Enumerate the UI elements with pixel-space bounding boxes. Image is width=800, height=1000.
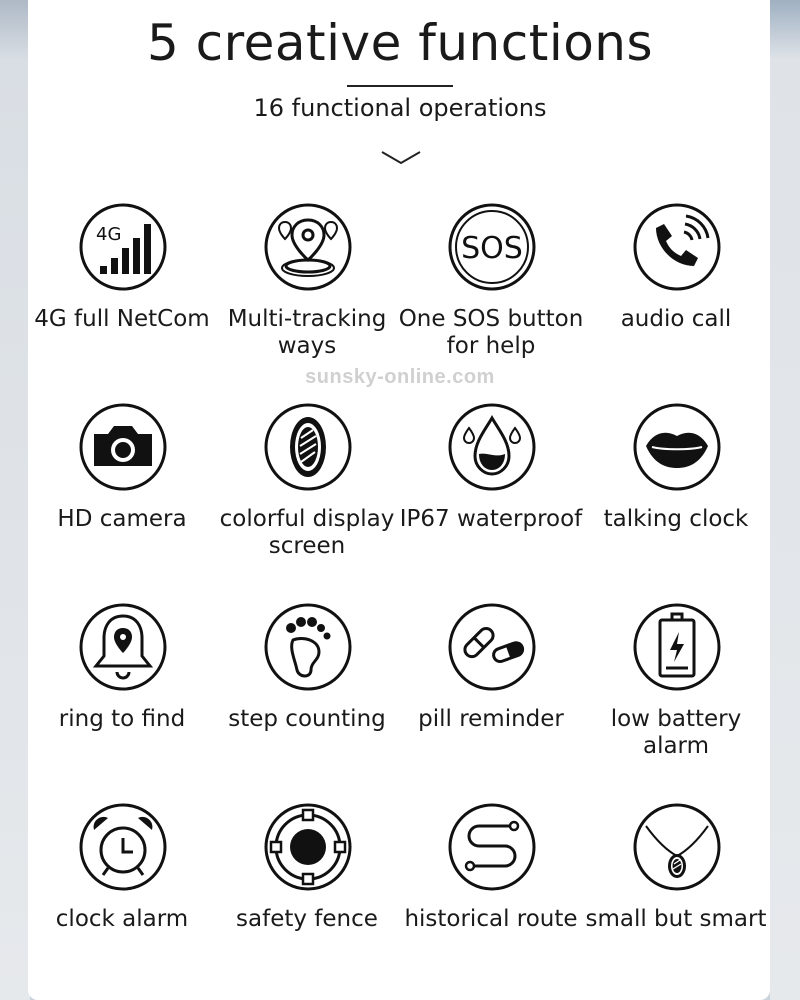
lips-icon [632,402,722,492]
feature-label: IP67 waterproof [399,506,583,532]
phone-call-icon [632,202,722,292]
badge-sos: SOS [461,231,523,266]
fence-target-icon [263,802,353,892]
feature-label: pill reminder [418,706,564,732]
battery-icon [632,602,722,692]
feature-label: step counting [228,706,386,732]
watermark: sunsky-online.com [305,366,495,388]
feature-label: clock alarm [55,906,189,932]
feature-label: 4G full NetCom [34,306,210,332]
page-subtitle: 16 functional operations [253,94,547,122]
badge-4g: 4G [96,224,122,245]
feature-label: audio call [620,306,732,332]
feature-label: colorful display screen [219,506,395,559]
background-right [770,0,800,1000]
alarm-clock-icon [78,802,168,892]
feature-label: low battery alarm [610,706,742,759]
page-title: 5 creative functions [146,14,654,72]
bell-icon [78,602,168,692]
feature-label: One SOS button for help [398,306,584,359]
title-divider [347,85,453,87]
feature-label: safety fence [236,906,378,932]
feature-label: HD camera [57,506,187,532]
feature-label: Multi-tracking ways [227,306,387,359]
water-drop-icon [447,402,537,492]
display-screen-icon [263,402,353,492]
pendant-icon [632,802,722,892]
route-icon [447,802,537,892]
camera-icon [78,402,168,492]
footprint-icon [263,602,353,692]
4g-signal-icon [78,202,168,292]
chevron-down-icon [380,150,422,166]
sos-icon [447,202,537,292]
feature-label: ring to find [58,706,186,732]
feature-label: talking clock [603,506,749,532]
location-pin-icon [263,202,353,292]
pill-icon [447,602,537,692]
background-left [0,0,30,1000]
feature-label: small but smart [585,906,767,932]
feature-label: historical route [404,906,578,932]
